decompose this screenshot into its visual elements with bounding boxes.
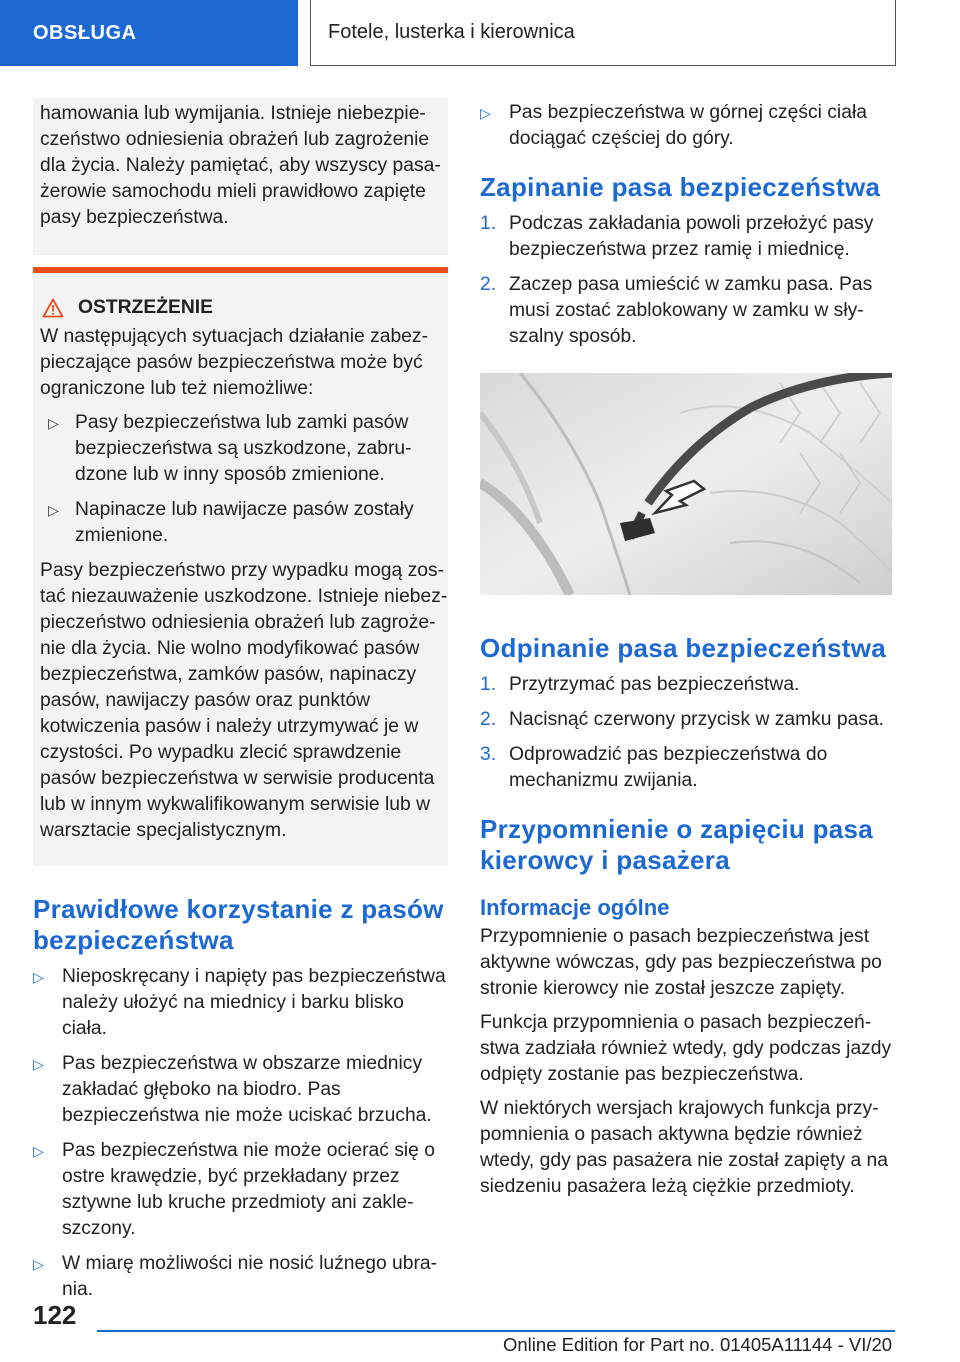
section-title-fasten: Zapinanie pasa bezpieczeństwa: [480, 172, 881, 202]
step-number: 2.: [480, 274, 497, 295]
list-item-text: Pas bezpieczeństwa w górnej części ciała dociągać częściej do góry.: [509, 102, 867, 149]
list-item: [40, 410, 448, 488]
step-text: Przytrzymać pas bezpieczeństwa.: [509, 674, 800, 695]
list-item-text: W miarę możliwości nie nosić luźnego ubrania.: [62, 1253, 438, 1300]
triangle-right-icon: ▷: [48, 502, 59, 518]
step-item: [480, 742, 892, 794]
triangle-right-icon: ▷: [33, 1056, 44, 1072]
header-chapter-box: [310, 0, 896, 66]
info-box: [33, 98, 448, 255]
warning-title-row: [40, 295, 448, 321]
section-title-correct-usage: Prawidłowe korzystanie z pasów bezpieczeństwa: [33, 894, 444, 955]
warning-title: OSTRZEŻENIE: [78, 297, 213, 318]
section-title-unfasten: Odpinanie pasa bezpieczeństwa: [480, 633, 887, 663]
warning-intro: W następujących sytuacjach działanie zabezpieczające pasów bezpieczeństwa może być ograniczone lub też niemożliwe:: [40, 326, 428, 399]
left-column: [33, 98, 448, 1312]
list-item: [40, 497, 448, 549]
triangle-right-icon: ▷: [48, 415, 59, 431]
reminder-paragraph: Przypomnienie o pasach bezpieczeństwa jest aktywne wówczas, gdy pas bezpieczeństwa po stronie kierowcy nie został jeszcze zapięty.: [480, 926, 882, 999]
triangle-right-icon: ▷: [33, 969, 44, 985]
reminder-paragraph: Funkcja przypomnienia o pasach bezpieczeństwa zadziała również wtedy, gdy podczas jazdy odpięty zostanie pas bezpieczeństwa.: [480, 1012, 892, 1085]
step-number: 1.: [480, 213, 497, 234]
step-number: 2.: [480, 709, 497, 730]
warning-outro: Pasy bezpieczeństwo przy wypadku mogą zostać niezauważenie uszkodzone. Istnieje niebezpieczeństwo odniesienia obrażeń lub zagrożenie dla życia. Nie wolno modyfikować pasów bezpieczeństwa, zamków pasów, napinaczy pasów, nawijaczy pasów oraz punktów kotwiczenia pasów i należy utrzymywać je w czystości. Po wypadku zlecić sprawdzenie pasów bezpieczeństwa w serwisie producenta lub w innym wykwalifikowanym serwisie lub w warsztacie specjalistycznym.: [40, 560, 448, 841]
list-item-text: Pas bezpieczeństwa nie może ocierać się o ostre krawędzie, być przekładany przez sztywne lub kruche przedmioty ani zakleszczony.: [62, 1140, 435, 1239]
triangle-right-icon: ▷: [480, 105, 491, 121]
step-item: [480, 272, 892, 350]
step-number: 1.: [480, 674, 497, 695]
list-item: [33, 1138, 448, 1242]
warning-list: [40, 410, 448, 549]
triangle-right-icon: ▷: [33, 1256, 44, 1272]
warning-triangle-icon: [42, 298, 64, 318]
page-number: 122: [33, 1300, 77, 1330]
right-column: [480, 100, 892, 1208]
list-item: [33, 964, 448, 1042]
subsection-title-general-info: Informacje ogólne: [480, 895, 670, 920]
list-item-text: Nieposkręcany i napięty pas bezpieczeństwa należy ułożyć na miednicy i barku blisko ciała.: [62, 966, 446, 1039]
list-item-text: Napinacze lub nawijacze pasów zostały zmienione.: [75, 499, 414, 546]
step-item: [480, 211, 892, 263]
list-item-text: Pasy bezpieczeństwa lub zamki pasów bezpieczeństwa są uszkodzone, zabrudzone lub w inny sposób zmienione.: [75, 412, 412, 485]
section-title-reminder: Przypomnienie o zapięciu pasa kierowcy i pasażera: [480, 814, 874, 875]
step-text: Zaczep pasa umieścić w zamku pasa. Pas musi zostać zablokowany w zamku w słyszalny sposób.: [509, 274, 873, 347]
header-section-tab: [0, 0, 298, 66]
list-item: [480, 100, 892, 152]
list-item: [33, 1251, 448, 1303]
triangle-right-icon: ▷: [33, 1143, 44, 1159]
seatbelt-buckle-illustration: [480, 373, 892, 595]
step-item: [480, 707, 892, 733]
reminder-paragraph: W niektórych wersjach krajowych funkcja przypomnienia o pasach aktywna będzie również wtedy, gdy pas pasażera nie został zapięty a na siedzeniu pasażera leżą ciężkie przedmioty.: [480, 1098, 889, 1197]
header-chapter-label: Fotele, lusterka i kierownica: [328, 21, 575, 43]
top-list: [480, 100, 892, 152]
footer-divider: [97, 1330, 895, 1332]
step-text: Odprowadzić pas bezpieczeństwa do mechanizmu zwijania.: [509, 744, 828, 791]
step-text: Nacisnąć czerwony przycisk w zamku pasa.: [509, 709, 885, 730]
list-item: [33, 1051, 448, 1129]
info-box-text: hamowania lub wymijania. Istnieje niebezpieczeństwo odniesienia obrażeń lub zagrożenie dla życia. Należy pamiętać, aby wszyscy pasażerowie samochodu mieli prawidłowo zapięte pasy bezpieczeństwa.: [40, 103, 441, 228]
header-section-label: OBSŁUGA: [33, 21, 137, 44]
footer-edition-text: Online Edition for Part no. 01405A11144 - VI/20: [503, 1334, 893, 1355]
fasten-steps: [480, 211, 892, 350]
list-item-text: Pas bezpieczeństwa w obszarze miednicy zakładać głęboko na biodro. Pas bezpieczeństwa nie może uciskać brzucha.: [62, 1053, 432, 1126]
step-item: [480, 672, 892, 698]
warning-box: [33, 267, 448, 866]
usage-list: [33, 964, 448, 1303]
step-number: 3.: [480, 744, 497, 765]
step-text: Podczas zakładania powoli przełożyć pasy bezpieczeństwa przez ramię i miednicę.: [509, 213, 874, 260]
unfasten-steps: [480, 672, 892, 794]
